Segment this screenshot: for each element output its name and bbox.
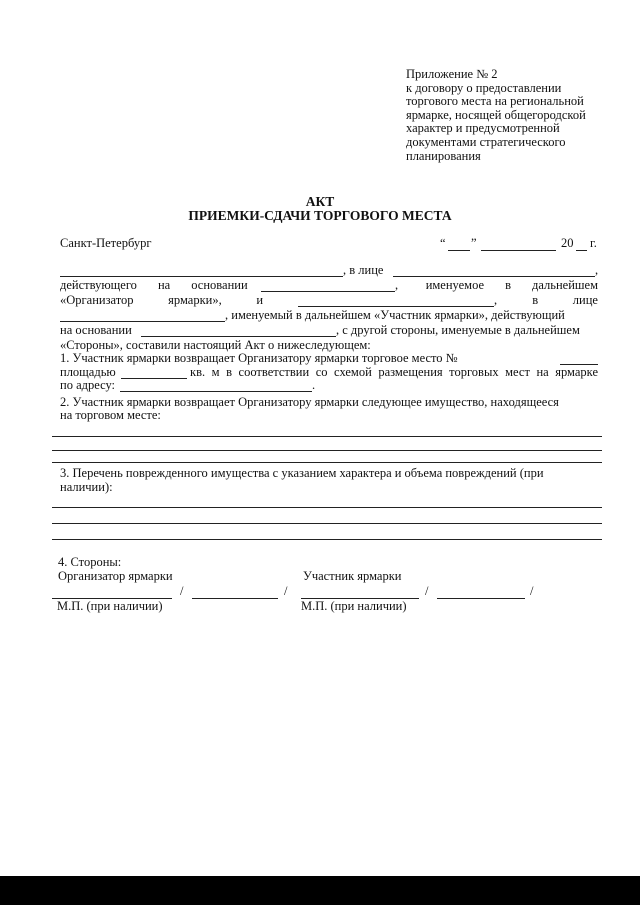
participant-name-field[interactable] (298, 306, 494, 307)
other-side-text: , с другой стороны, именуемые в дальнейшем (336, 323, 580, 337)
property-list-line-1[interactable] (52, 436, 602, 437)
appendix-line: документами стратегического (406, 134, 566, 149)
appendix-line: Приложение № 2 (406, 67, 498, 81)
word: ярмарки», (168, 293, 222, 307)
p3-line2: наличии): (60, 480, 113, 494)
word: дальнейшем (532, 278, 598, 292)
comma-text: , (395, 278, 399, 292)
organizer-representative-field[interactable] (393, 276, 595, 277)
organizer-name-field[interactable] (60, 276, 343, 277)
property-list-line-3[interactable] (52, 462, 602, 463)
p2-line1: 2. Участник ярмарки возвращает Организатору ярмарки следующее имущество, находящееся (60, 395, 559, 409)
date-open-quote: “ (440, 236, 446, 250)
appendix-line: к договору о предоставлении (406, 80, 562, 95)
p1-area-text: кв. м в соответствии со схемой размещения торговых мест на ярмарке (190, 365, 598, 379)
word: и (256, 293, 264, 307)
property-list-line-2[interactable] (52, 450, 602, 451)
date-close-quote: ” (471, 236, 477, 250)
city-label: Санкт-Петербург (60, 236, 152, 250)
word: лице (572, 293, 598, 307)
participant-representative-field[interactable] (60, 321, 225, 322)
appendix-block (406, 68, 586, 163)
p2-line2: на торговом месте: (60, 408, 161, 422)
date-year-field[interactable] (576, 250, 587, 251)
basis-label: на основании (60, 323, 132, 337)
slash: / (530, 584, 534, 598)
organizer-seal-label: М.П. (при наличии) (57, 599, 163, 613)
address-field[interactable] (120, 391, 312, 392)
word: именуемое (425, 278, 485, 292)
date-year-prefix: 20 (561, 236, 574, 250)
v-litse-text: , в лице (343, 263, 384, 277)
participant-name-transcript-field[interactable] (437, 598, 525, 599)
scan-border (0, 876, 640, 905)
organizer-name-transcript-field[interactable] (192, 598, 278, 599)
slash: / (284, 584, 288, 598)
slash: / (180, 584, 184, 598)
damage-list-line-1[interactable] (52, 507, 602, 508)
p1-line1: 1. Участник ярмарки возвращает Организатору ярмарки торговое место № (60, 351, 458, 365)
word: на (157, 278, 171, 292)
comma-text: , (494, 293, 498, 307)
participant-seal-label: М.П. (при наличии) (301, 599, 407, 613)
participant-signature-label: Участник ярмарки (303, 569, 402, 583)
parties-text: «Стороны», составили настоящий Акт о нижеследующем: (60, 338, 371, 352)
damage-list-line-2[interactable] (52, 523, 602, 524)
date-month-field[interactable] (481, 250, 556, 251)
slash: / (425, 584, 429, 598)
word: в (505, 278, 511, 292)
comma-text: , (595, 263, 599, 277)
p1-address-label: по адресу: (60, 378, 116, 392)
p1-area-label: площадью (60, 365, 116, 379)
organizer-signature-label: Организатор ярмарки (58, 569, 173, 583)
appendix-line: торгового места на региональной (406, 94, 584, 109)
word: основании (191, 278, 248, 292)
appendix-line: ярмарке, носящей общегородской (406, 107, 586, 122)
area-field[interactable] (121, 378, 187, 379)
participant-basis-field[interactable] (141, 336, 336, 337)
appendix-line: планирования (406, 148, 481, 163)
damage-list-line-3[interactable] (52, 539, 602, 540)
p3-line1: 3. Перечень поврежденного имущества с указанием характера и объема повреждений (при (60, 466, 544, 480)
word: «Организатор (60, 293, 134, 307)
organizer-basis-field[interactable] (261, 291, 395, 292)
date-day-field[interactable] (448, 250, 470, 251)
document-title: АКТ (305, 194, 335, 209)
appendix-line: характер и предусмотренной (406, 121, 560, 136)
participant-role-text: , именуемый в дальнейшем «Участник ярмарки», действующий (225, 308, 565, 322)
p1-period: . (312, 378, 316, 392)
word: действующего (60, 278, 137, 292)
word: в (532, 293, 539, 307)
parties-heading: 4. Стороны: (58, 555, 122, 569)
document-subtitle: ПРИЕМКИ-СДАЧИ ТОРГОВОГО МЕСТА (188, 208, 452, 223)
date-year-suffix: г. (590, 236, 597, 250)
